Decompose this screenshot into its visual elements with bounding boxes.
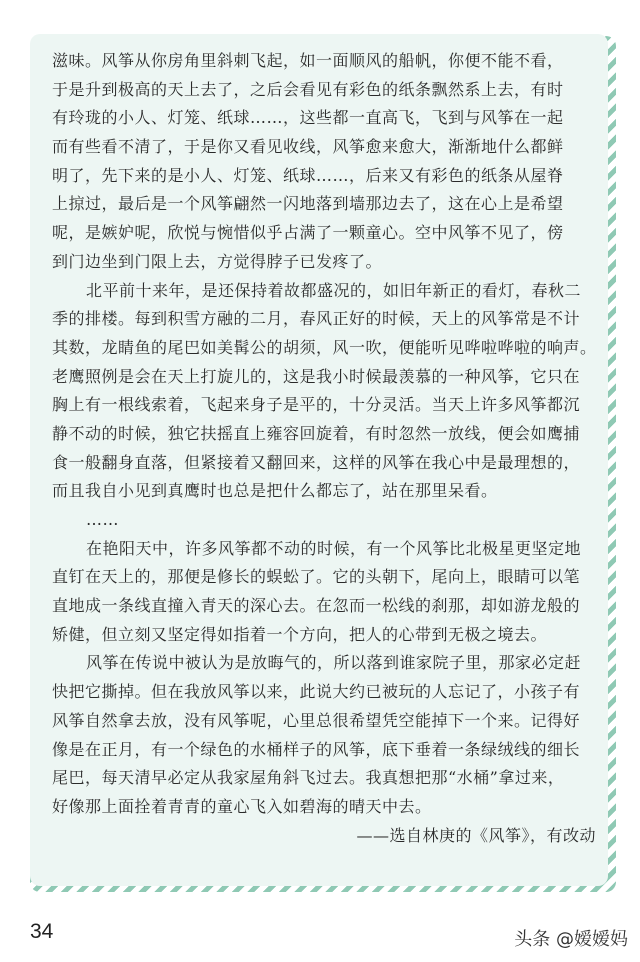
text-line: 在艳阳天中，许多风筝都不动的时候，有一个风筝比北极星更坚定地 [86,538,582,558]
text-line: …… [86,510,119,529]
text-line: 呢，是嫉妒呢，欣悦与惋惜似乎占满了一颗童心。空中风筝不见了，傍 [52,223,564,243]
text-line: 矫健，但立刻又坚定得如指着一个方向，把人的心带到无极之境去。 [52,624,548,644]
text-line: 直地成一条线直撞入青天的深心去。在忽而一松线的刹那，却如游龙般的 [52,596,581,616]
text-line: 像是在正月，有一个绿色的水桶样子的风筝，底下垂着一条绿绒线的细长 [52,739,581,759]
text-line: 而且我自小见到真鹰时也总是把什么都忘了，站在那里呆看。 [52,481,498,501]
text-line: 滋味。风筝从你房角里斜刺飞起，如一面顺风的船帆，你便不能不看， [52,51,564,70]
attribution: ——选自林庚的《风筝》，有改动 [356,825,596,845]
text-line: 上掠过，最后是一个风筝翩然一闪地落到墙那边去了，这在心上是希望 [52,194,564,214]
page-number: 34 [30,920,54,943]
text-line: 而有些看不清了，于是你又看见收线，风筝愈来愈大，渐渐地什么都鲜 [52,137,564,157]
text-line: 尾巴，每天清早必定从我家屋角斜飞过去。我真想把那“水桶”拿过来， [52,768,565,788]
text-line: 有玲珑的小人、灯笼、纸球……，这些都一直高飞，飞到与风筝在一起 [52,108,564,128]
text-line: 北平前十来年，是还保持着故都盛况的，如旧年新正的看灯，春秋二 [86,280,582,300]
watermark: 头条 @嫒嫒妈 [514,929,628,950]
text-line: 快把它撕掉。但在我放风筝以来，此说大约已被玩的人忘记了，小孩子有 [52,682,581,702]
text-line: 直钉在天上的，那便是修长的蜈蚣了。它的头朝下，尾向上，眼睛可以笔 [52,567,581,587]
text-line: 明了，先下来的是小人、灯笼、纸球……，后来又有彩色的纸条从屋脊 [52,165,564,185]
text-line: 风筝在传说中被认为是放晦气的，所以落到谁家院子里，那家必定赶 [86,653,582,673]
text-line: 食一般翻身直落，但紧接着又翻回来，这样的风筝在我心中是最理想的， [52,452,581,472]
text-line: 风筝自然拿去放，没有风筝呢，心里总很希望凭空能掉下一个来。记得好 [52,710,581,730]
text-line: 好像那上面拴着青青的童心飞入如碧海的晴天中去。 [52,796,432,816]
text-line: 老鹰照例是会在天上打旋儿的，这是我小时候最羡慕的一种风筝，它只在 [52,366,581,386]
text-line: 于是升到极高的天上去了，之后会看见有彩色的纸条飘然系上去，有时 [52,79,564,99]
text-line: 静不动的时候，独它扶摇直上雍容回旋着，有时忽然一放线，便会如鹰捕 [52,423,581,443]
text-line: 到门边坐到门限上去，方觉得脖子已发疼了。 [52,251,383,271]
text-line: 胸上有一根线索着，飞起来身子是平的，十分灵活。当天上许多风筝都沉 [52,395,581,415]
article-text [52,47,604,850]
text-line: 季的排楼。每到积雪方融的二月，春风正好的时候，天上的风筝常是不计 [52,309,581,329]
text-line: 其数，龙睛鱼的尾巴如美髯公的胡须，风一吹，便能听见哗啦哗啦的响声。 [52,337,597,357]
